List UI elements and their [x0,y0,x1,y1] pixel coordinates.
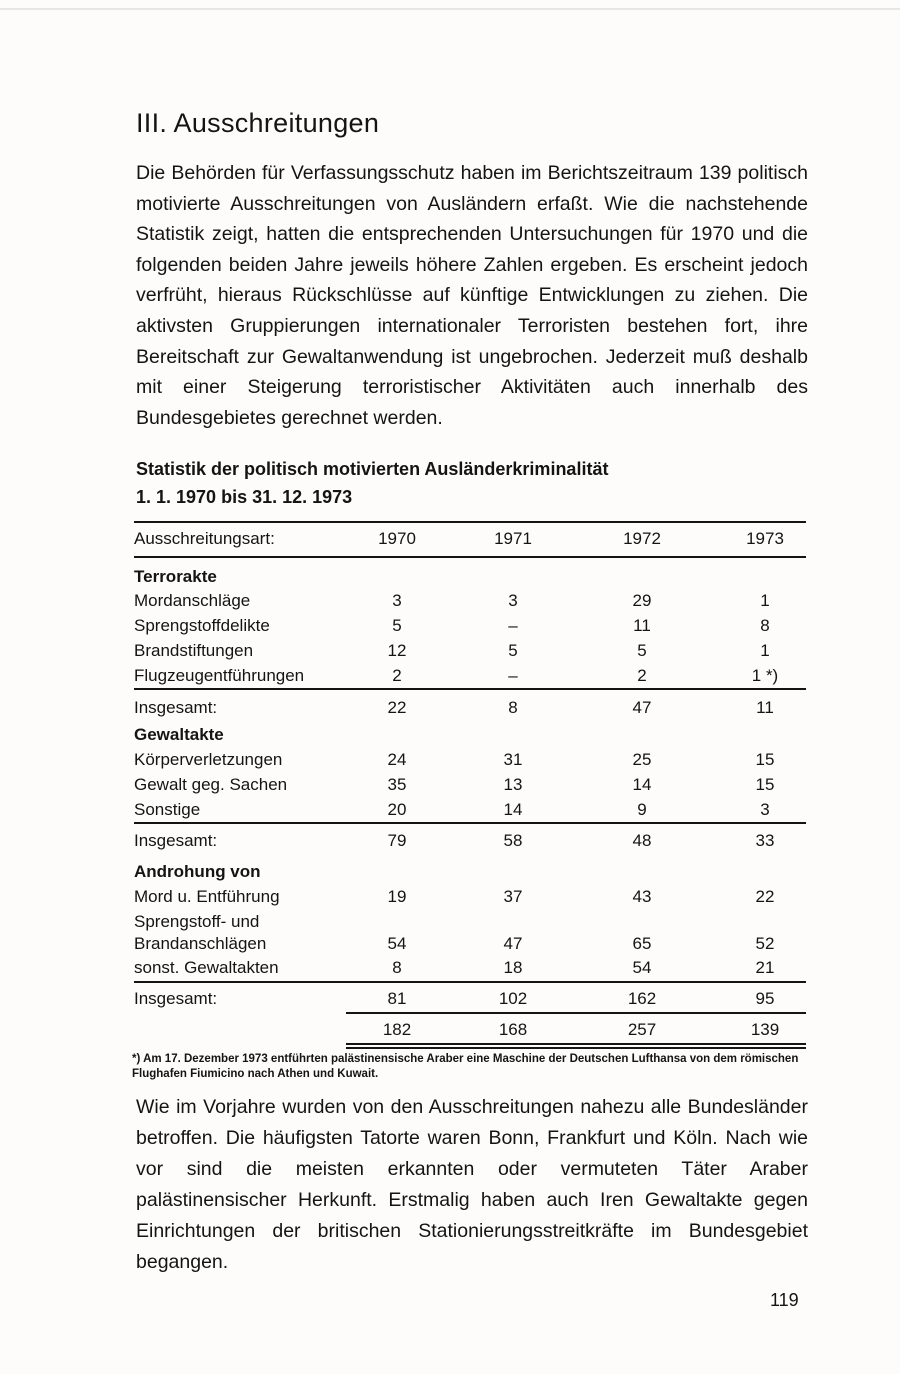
table-row [134,666,806,688]
row-label: Brandstiftungen [134,641,254,660]
cell-value: 2 [637,666,647,685]
cell-value: 12 [387,641,407,660]
cell-value: 2 [392,666,402,685]
cell-value: 1 [760,641,770,660]
header-year: 1970 [378,529,416,548]
subtotal-value: 95 [755,989,775,1008]
subtotal-rule [134,981,806,983]
cell-value: 54 [632,958,652,977]
grand-total-double-rule [346,1043,806,1045]
cell-value: 8 [392,958,402,977]
table-row [134,750,806,772]
subtotal-row [134,989,806,1011]
section-title: Androhung von [134,862,261,881]
section-title-row [134,567,806,589]
row-label: Sprengstoffdelikte [134,616,270,635]
intro-paragraph: Die Behörden für Verfassungsschutz haben im Berichtszeitraum 139 politisch motivierte Ausschreitungen von Ausländern erfaßt. Wie die nachstehende Statistik zeigt, hatten die entsprechenden Untersuchungen für 1970 und die folgenden beiden Jahre jeweils höhere Zahlen ergeben. Es erscheint jedoch verfrüht, hieraus Rückschlüsse auf künftige Entwicklungen zu ziehen. Die aktivsten Gruppierungen internationaler Terroristen bestehen fort, ihre Bereitschaft zur Gewaltanwendung ist ungebrochen. Jederzeit muß deshalb mit einer Steigerung terroristischer Aktivitäten auch innerhalb des Bundesgebietes gerechnet werden. [136,162,808,429]
subtotal-value: 48 [632,831,652,850]
cell-value: 3 [760,800,770,819]
grand-total-value: 139 [750,1020,780,1039]
row-label: Brandanschlägen [134,934,267,953]
statistics-title [136,455,608,511]
cell-value: 15 [755,775,775,794]
cell-value: – [508,666,518,685]
cell-value: 37 [503,887,523,906]
grand-total-value: 182 [382,1020,412,1039]
subtotal-value: 8 [508,698,518,717]
subtotal-value: 58 [503,831,523,850]
cell-value: 5 [508,641,518,660]
cell-value: 29 [632,591,652,610]
subtotal-label: Insgesamt: [134,989,218,1008]
table-row [134,775,806,797]
cell-value: 8 [760,616,770,635]
row-label: Gewalt geg. Sachen [134,775,288,794]
subtotal-rule [134,688,806,690]
header-year: 1971 [494,529,532,548]
cell-value: 3 [392,591,402,610]
section-title: Gewaltakte [134,725,224,744]
section-title-row [134,862,806,884]
header-rule [134,556,806,558]
table-row [134,934,806,956]
cell-value: 24 [387,750,407,769]
subtotal-value: 33 [755,831,775,850]
cell-value: 18 [503,958,523,977]
cell-value: 43 [632,887,652,906]
subtotal-rule [134,822,806,824]
subtotal-row [134,698,806,720]
table-row-label-line [134,912,806,934]
grand-total-row [134,1020,806,1042]
section-title: Terrorakte [134,567,217,586]
cell-value: 52 [755,934,775,953]
subtotal-row [134,831,806,853]
subtotal-value: 162 [627,989,657,1008]
cell-value: 15 [755,750,775,769]
statistics-title-line2: 1. 1. 1970 bis 31. 12. 1973 [136,487,353,507]
table-row [134,958,806,980]
subtotal-value: 102 [498,989,528,1008]
row-label: Sonstige [134,800,201,819]
cell-value: 5 [637,641,647,660]
cell-value: 21 [755,958,775,977]
subtotal-label: Insgesamt: [134,831,218,850]
cell-value: 9 [637,800,647,819]
row-label: Körperverletzungen [134,750,283,769]
page-number: 119 [770,1290,799,1310]
table-row [134,641,806,663]
subtotal-value: 11 [756,698,774,717]
cell-value: 31 [503,750,523,769]
header-year: 1973 [746,529,784,548]
cell-value: 13 [503,775,523,794]
cell-value: 19 [387,887,407,906]
closing-paragraph: Wie im Vorjahre wurden von den Ausschreitungen nahezu alle Bundesländer betroffen. Die häufigsten Tatorte waren Bonn, Frankfurt und Köln. Nach wie vor sind die meisten erkannten oder vermuteten Täter Araber palästinensischer Herkunft. Erstmalig haben auch Iren Gewaltakte gegen Einrichtungen der britischen Stationierungsstreitkräfte im Bundesgebiet begangen. [136,1096,808,1273]
cell-value: 25 [632,750,652,769]
header-label: Ausschreitungsart: [134,529,275,548]
table-top-rule [134,521,806,523]
cell-value: 20 [387,800,407,819]
table-footnote: *) Am 17. Dezember 1973 entführten palästinensische Araber eine Maschine der Deutschen Lufthansa von dem römischen Flughafen Fiumicino nach Athen und Kuwait. [132,1053,799,1080]
grand-total-rule [346,1012,806,1014]
cell-value: 11 [633,616,651,635]
cell-value: 5 [392,616,402,635]
cell-value: 1 [760,591,770,610]
page-top-edge [0,8,900,10]
grand-total-value: 168 [498,1020,528,1039]
table-row [134,800,806,822]
subtotal-label: Insgesamt: [134,698,218,717]
cell-value: 14 [632,775,652,794]
row-label: sonst. Gewaltakten [134,958,279,977]
grand-total-double-rule [346,1047,806,1049]
cell-value: 65 [632,934,652,953]
table-header-row [134,529,806,551]
table-row [134,887,806,909]
grand-total-value: 257 [627,1020,657,1039]
row-label: Mord u. Entführung [134,887,280,906]
subtotal-value: 81 [387,989,407,1008]
row-label: Flugzeugentführungen [134,666,305,685]
subtotal-value: 47 [632,698,652,717]
subtotal-value: 79 [387,831,407,850]
statistics-title-line1: Statistik der politisch motivierten Ausländerkriminalität [136,459,609,479]
cell-value: 1 *) [751,666,779,685]
cell-value: 47 [503,934,523,953]
section-heading: III. Ausschreitungen [136,108,380,138]
row-label: Mordanschläge [134,591,251,610]
subtotal-value: 22 [387,698,407,717]
cell-value: 3 [508,591,518,610]
header-year: 1972 [623,529,661,548]
section-title-row [134,725,806,747]
cell-value: – [508,616,518,635]
cell-value: 35 [387,775,407,794]
row-label: Sprengstoff- und [134,912,260,931]
cell-value: 22 [755,887,775,906]
table-row [134,616,806,638]
cell-value: 54 [387,934,407,953]
cell-value: 14 [503,800,523,819]
table-row [134,591,806,613]
